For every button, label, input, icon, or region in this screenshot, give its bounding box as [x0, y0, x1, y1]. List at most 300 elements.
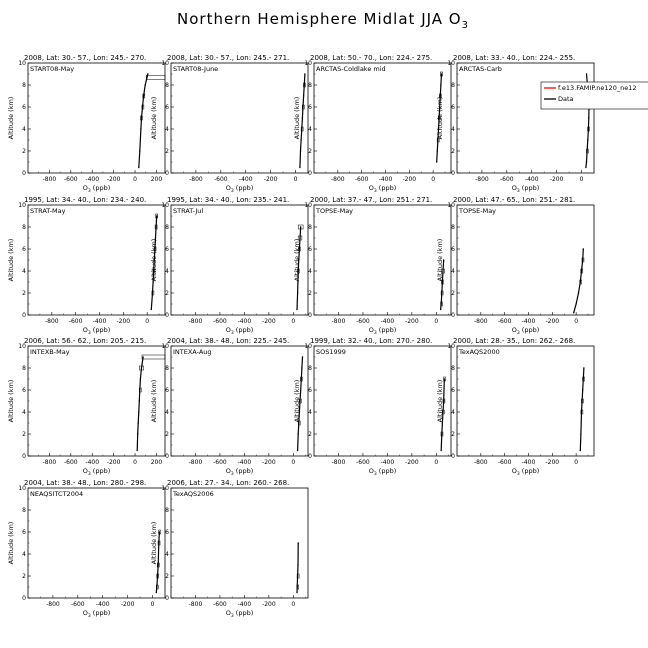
- x-axis-label: $O_3$ (ppb): [82, 467, 111, 477]
- campaign-label: STRAT-Jul: [173, 207, 204, 215]
- y-axis-label: Altitude (km): [436, 238, 444, 282]
- data-point: [138, 167, 139, 168]
- data-point: [141, 367, 142, 368]
- x-tick-label: -600: [497, 318, 512, 325]
- panel-grid: [7, 54, 648, 619]
- figure-title-subscript: 3: [461, 20, 469, 31]
- y-tick-label: 4: [22, 409, 26, 416]
- plot-frame: [28, 346, 165, 456]
- y-tick-label: 10: [447, 343, 455, 350]
- data-point: [156, 215, 157, 216]
- data-point: [147, 73, 148, 74]
- data-point: [586, 161, 587, 162]
- panel-12: [436, 337, 594, 477]
- x-tick-label: -800: [42, 176, 57, 183]
- y-tick-label: 10: [18, 343, 26, 350]
- y-tick-label: 10: [18, 60, 26, 67]
- x-tick-label: -800: [331, 318, 346, 325]
- x-tick-label: -800: [474, 318, 488, 325]
- x-tick-label: -200: [405, 318, 419, 325]
- y-tick-label: 4: [451, 126, 455, 133]
- panel-9: [7, 337, 165, 477]
- y-tick-label: 8: [451, 82, 455, 89]
- data-point: [139, 150, 140, 151]
- panel-header: 2006, Lat: 27.- 34., Lon: 260.- 268.: [167, 479, 290, 487]
- x-tick-label: 200: [150, 176, 163, 183]
- x-tick-label: -400: [85, 176, 100, 183]
- x-tick-label: -200: [545, 459, 560, 466]
- x-axis-label: $O_3$ (ppb): [368, 326, 397, 336]
- x-tick-label: -600: [71, 601, 85, 608]
- data-point: [578, 292, 579, 293]
- x-tick-label: 0: [574, 459, 579, 466]
- y-tick-label: 2: [22, 431, 26, 438]
- panel-header: 2008, Lat: 30.- 57., Lon: 245.- 270.: [24, 54, 147, 62]
- y-tick-label: 6: [308, 104, 312, 111]
- x-tick-label: -600: [497, 459, 512, 466]
- x-tick-label: -600: [64, 459, 78, 466]
- panel-11: [293, 337, 451, 477]
- panel-header: 2008, Lat: 30.- 57., Lon: 245.- 271.: [167, 54, 290, 62]
- y-axis-label: Altitude (km): [150, 238, 158, 282]
- data-point: [138, 411, 139, 412]
- data-point: [140, 378, 141, 379]
- data-point: [580, 433, 581, 434]
- figure-title-main: Northern Hemisphere Midlat JJA O: [177, 10, 462, 28]
- panel-header: 1999, Lat: 32.- 40., Lon: 270.- 280.: [310, 337, 433, 345]
- panel-3: [293, 54, 451, 194]
- data-point: [437, 150, 438, 151]
- y-tick-label: 2: [165, 148, 169, 155]
- series-line-data: [580, 368, 584, 451]
- plot-frame: [457, 346, 594, 456]
- y-axis-label: Altitude (km): [7, 96, 15, 140]
- data-point: [297, 586, 298, 587]
- y-tick-label: 4: [308, 126, 312, 133]
- x-tick-label: -200: [549, 176, 564, 183]
- x-axis-label: $O_3$ (ppb): [225, 467, 254, 477]
- data-point: [441, 433, 442, 434]
- y-tick-label: 10: [161, 202, 169, 209]
- data-point: [300, 150, 301, 151]
- campaign-label: NEAQSITCT2004: [30, 490, 84, 498]
- y-tick-label: 0: [165, 595, 169, 602]
- spread-box: [146, 75, 165, 79]
- data-point: [588, 128, 589, 129]
- x-axis-label: $O_3$ (ppb): [225, 326, 254, 336]
- data-point: [303, 95, 304, 96]
- y-tick-label: 8: [308, 224, 312, 231]
- y-tick-label: 2: [308, 148, 312, 155]
- data-point: [296, 592, 297, 593]
- x-axis-label: $O_3$ (ppb): [368, 184, 397, 194]
- data-point: [583, 367, 584, 368]
- data-point: [152, 292, 153, 293]
- x-tick-label: -600: [213, 318, 227, 325]
- plot-frame: [457, 205, 594, 315]
- y-tick-label: 6: [22, 387, 26, 394]
- x-tick-label: -600: [64, 176, 78, 183]
- x-tick-label: -400: [524, 176, 539, 183]
- x-axis-label: $O_3$ (ppb): [511, 467, 540, 477]
- y-tick-label: 2: [165, 573, 169, 580]
- x-tick-label: -600: [214, 176, 228, 183]
- x-tick-label: -800: [188, 601, 203, 608]
- y-axis-label: Altitude (km): [7, 521, 15, 565]
- panel-header: 2000, Lat: 37.- 47., Lon: 251.- 271.: [310, 196, 433, 204]
- y-tick-label: 0: [22, 312, 26, 319]
- y-tick-label: 10: [304, 202, 312, 209]
- data-point: [582, 259, 583, 260]
- data-point: [302, 356, 303, 357]
- data-point: [142, 106, 143, 107]
- y-tick-label: 2: [451, 290, 455, 297]
- x-tick-label: -800: [331, 459, 346, 466]
- data-point: [581, 400, 582, 401]
- x-tick-label: 0: [293, 176, 298, 183]
- y-tick-label: 4: [451, 268, 455, 275]
- data-point: [297, 564, 298, 565]
- y-tick-label: 6: [22, 104, 26, 111]
- x-tick-label: -400: [380, 459, 395, 466]
- x-tick-label: 0: [434, 459, 439, 466]
- x-axis-label: $O_3$ (ppb): [511, 184, 540, 194]
- data-point: [143, 95, 144, 96]
- y-tick-label: 4: [22, 268, 26, 275]
- y-tick-label: 0: [165, 170, 169, 177]
- data-point: [302, 117, 303, 118]
- y-tick-label: 2: [451, 148, 455, 155]
- data-point: [140, 128, 141, 129]
- x-tick-label: 0: [133, 459, 137, 466]
- y-tick-label: 10: [161, 485, 169, 492]
- y-tick-label: 2: [22, 573, 26, 580]
- y-tick-label: 6: [22, 529, 26, 536]
- data-point: [575, 303, 576, 304]
- plot-frame: [314, 63, 451, 173]
- y-tick-label: 4: [22, 126, 26, 133]
- figure-title: [177, 10, 469, 31]
- panel-10: [150, 337, 308, 477]
- x-tick-label: 0: [133, 176, 137, 183]
- x-tick-label: -200: [262, 318, 276, 325]
- x-tick-label: -200: [120, 601, 135, 608]
- panel-header: 1995, Lat: 34.- 40., Lon: 235.- 241.: [167, 196, 290, 204]
- campaign-label: ARCTAS-Coldlake mid: [316, 65, 386, 73]
- y-tick-label: 6: [308, 387, 312, 394]
- x-tick-label: -400: [378, 176, 393, 183]
- panel-4: [436, 54, 648, 194]
- data-point: [440, 95, 441, 96]
- data-point: [155, 237, 156, 238]
- panel-5: [7, 196, 165, 336]
- x-axis-label: $O_3$ (ppb): [225, 184, 254, 194]
- legend-label: f.e13.FAMIP.ne120_ne12: [558, 84, 637, 92]
- x-tick-label: 0: [145, 318, 150, 325]
- x-tick-label: -600: [500, 176, 514, 183]
- data-point: [297, 450, 298, 451]
- data-point: [441, 450, 442, 451]
- data-point: [582, 389, 583, 390]
- y-axis-label: Altitude (km): [150, 379, 158, 423]
- panel-6: [150, 196, 308, 336]
- y-tick-label: 6: [451, 246, 455, 253]
- y-axis-label: Altitude (km): [150, 521, 158, 565]
- panel-2: [150, 54, 308, 194]
- plot-frame: [457, 63, 594, 173]
- data-point: [157, 575, 158, 576]
- y-tick-label: 0: [22, 595, 26, 602]
- y-tick-label: 4: [451, 409, 455, 416]
- x-tick-label: -800: [189, 176, 203, 183]
- y-tick-label: 10: [304, 343, 312, 350]
- data-point: [139, 389, 140, 390]
- y-tick-label: 0: [308, 453, 312, 460]
- data-point: [137, 433, 138, 434]
- y-tick-label: 8: [451, 365, 455, 372]
- panel-7: [293, 196, 451, 336]
- data-point: [138, 422, 139, 423]
- campaign-label: SOS1999: [316, 348, 346, 356]
- campaign-label: TOPSE-May: [316, 207, 354, 215]
- y-tick-label: 6: [451, 104, 455, 111]
- y-tick-label: 8: [22, 507, 26, 514]
- y-tick-label: 8: [165, 507, 169, 514]
- y-tick-label: 10: [161, 60, 169, 67]
- data-point: [301, 367, 302, 368]
- x-tick-label: -400: [380, 318, 395, 325]
- y-axis-label: Altitude (km): [7, 238, 15, 282]
- data-point: [573, 312, 574, 313]
- x-tick-label: 200: [150, 459, 163, 466]
- data-point: [300, 226, 301, 227]
- data-point: [444, 378, 445, 379]
- x-axis-label: $O_3$ (ppb): [368, 467, 397, 477]
- data-point: [586, 73, 587, 74]
- x-tick-label: -600: [213, 601, 227, 608]
- y-tick-label: 4: [308, 409, 312, 416]
- x-tick-label: -600: [213, 459, 227, 466]
- panel-8: [436, 196, 594, 336]
- y-tick-label: 0: [22, 170, 26, 177]
- y-tick-label: 10: [18, 485, 26, 492]
- panel-13: [7, 479, 165, 619]
- x-tick-label: -200: [106, 176, 121, 183]
- data-point: [440, 84, 441, 85]
- x-tick-label: -400: [238, 176, 253, 183]
- data-point: [581, 270, 582, 271]
- x-tick-label: -800: [188, 459, 203, 466]
- y-tick-label: 8: [308, 82, 312, 89]
- y-tick-label: 4: [308, 268, 312, 275]
- data-point: [151, 309, 152, 310]
- campaign-label: INTEXB-May: [30, 348, 70, 356]
- data-point: [580, 450, 581, 451]
- panel-header: 2008, Lat: 50.- 70., Lon: 224.- 275.: [310, 54, 433, 62]
- legend: [541, 82, 648, 109]
- y-tick-label: 2: [22, 290, 26, 297]
- y-tick-label: 8: [308, 365, 312, 372]
- y-tick-label: 10: [447, 60, 455, 67]
- panel-header: 2006, Lat: 56.- 62., Lon: 205.- 215.: [24, 337, 147, 345]
- x-tick-label: -200: [116, 318, 131, 325]
- campaign-label: TOPSE-May: [459, 207, 497, 215]
- plot-frame: [171, 488, 308, 598]
- panel-header: 2008, Lat: 33.- 40., Lon: 224.- 255.: [453, 54, 576, 62]
- data-point: [587, 139, 588, 140]
- data-point: [297, 292, 298, 293]
- data-point: [301, 128, 302, 129]
- x-tick-label: -400: [85, 459, 100, 466]
- data-point: [298, 433, 299, 434]
- y-tick-label: 4: [165, 268, 169, 275]
- campaign-label: ARCTAS-Carb: [459, 65, 502, 73]
- panel-14: [150, 479, 308, 619]
- x-tick-label: -200: [262, 601, 276, 608]
- x-tick-label: -600: [356, 459, 370, 466]
- campaign-label: START08-June: [173, 65, 219, 73]
- y-tick-label: 10: [18, 202, 26, 209]
- x-tick-label: 0: [291, 459, 296, 466]
- x-tick-label: -600: [354, 176, 369, 183]
- panel-header: 2004, Lat: 38.- 48., Lon: 225.- 245.: [167, 337, 290, 345]
- y-axis-label: Altitude (km): [436, 379, 444, 423]
- y-tick-label: 6: [165, 246, 169, 253]
- y-tick-label: 10: [447, 202, 455, 209]
- y-tick-label: 6: [165, 387, 169, 394]
- data-point: [299, 237, 300, 238]
- plot-frame: [28, 488, 165, 598]
- data-point: [586, 150, 587, 151]
- y-tick-label: 6: [22, 246, 26, 253]
- panel-header: 1995, Lat: 34.- 40., Lon: 234.- 240.: [24, 196, 147, 204]
- y-tick-label: 0: [451, 453, 455, 460]
- y-tick-label: 6: [165, 104, 169, 111]
- x-tick-label: -800: [46, 601, 60, 608]
- x-tick-label: -400: [237, 601, 252, 608]
- y-tick-label: 0: [308, 312, 312, 319]
- y-tick-label: 10: [161, 343, 169, 350]
- plot-frame: [314, 205, 451, 315]
- x-tick-label: 0: [150, 601, 155, 608]
- x-tick-label: -800: [474, 459, 488, 466]
- data-point: [156, 592, 157, 593]
- y-tick-label: 4: [165, 409, 169, 416]
- data-point: [156, 586, 157, 587]
- y-tick-label: 8: [22, 224, 26, 231]
- x-tick-label: -200: [262, 459, 276, 466]
- y-tick-label: 4: [22, 551, 26, 558]
- y-tick-label: 2: [22, 148, 26, 155]
- data-point: [159, 531, 160, 532]
- y-tick-label: 0: [165, 312, 169, 319]
- panel-header: 2004, Lat: 38.- 48., Lon: 280.- 298.: [24, 479, 147, 487]
- spread-box: [142, 355, 165, 359]
- x-tick-label: -200: [545, 318, 560, 325]
- series-line-data: [137, 357, 143, 451]
- campaign-label: TexAQS2000: [459, 348, 500, 356]
- plot-frame: [171, 63, 308, 173]
- y-axis-label: Altitude (km): [293, 238, 301, 282]
- panel-1: [7, 54, 165, 194]
- plot-frame: [28, 205, 165, 315]
- y-tick-label: 0: [165, 453, 169, 460]
- data-point: [440, 309, 441, 310]
- x-tick-label: -800: [45, 318, 59, 325]
- x-axis-label: $O_3$ (ppb): [511, 326, 540, 336]
- y-tick-label: 8: [165, 365, 169, 372]
- data-point: [580, 281, 581, 282]
- y-tick-label: 2: [308, 290, 312, 297]
- x-tick-label: -200: [405, 459, 419, 466]
- data-point: [588, 117, 589, 118]
- x-tick-label: -400: [95, 601, 110, 608]
- plot-frame: [28, 63, 165, 173]
- x-tick-label: -800: [331, 176, 345, 183]
- y-tick-label: 2: [165, 290, 169, 297]
- x-tick-label: 0: [579, 176, 584, 183]
- y-tick-label: 0: [451, 312, 455, 319]
- x-tick-label: -200: [263, 176, 278, 183]
- y-tick-label: 2: [451, 431, 455, 438]
- y-tick-label: 0: [22, 453, 26, 460]
- data-point: [301, 378, 302, 379]
- campaign-label: START08-May: [30, 65, 75, 73]
- y-tick-label: 8: [165, 224, 169, 231]
- x-axis-label: $O_3$ (ppb): [225, 609, 254, 619]
- series-line-data: [139, 74, 148, 168]
- plot-frame: [314, 346, 451, 456]
- y-tick-label: 6: [451, 387, 455, 394]
- y-axis-label: Altitude (km): [293, 96, 301, 140]
- y-tick-label: 6: [165, 529, 169, 536]
- data-point: [136, 450, 137, 451]
- y-tick-label: 10: [304, 60, 312, 67]
- y-tick-label: 0: [451, 170, 455, 177]
- y-tick-label: 8: [451, 224, 455, 231]
- data-point: [142, 356, 143, 357]
- x-tick-label: 0: [291, 318, 296, 325]
- data-point: [441, 303, 442, 304]
- data-point: [583, 378, 584, 379]
- data-point: [581, 411, 582, 412]
- x-tick-label: -200: [402, 176, 417, 183]
- y-axis-label: Altitude (km): [150, 96, 158, 140]
- y-tick-label: 4: [165, 126, 169, 133]
- x-tick-label: -200: [106, 459, 121, 466]
- y-tick-label: 8: [22, 82, 26, 89]
- x-axis-label: $O_3$ (ppb): [82, 609, 111, 619]
- x-tick-label: -400: [237, 318, 252, 325]
- x-tick-label: -400: [521, 318, 536, 325]
- legend-label: Data: [558, 95, 574, 103]
- data-point: [302, 106, 303, 107]
- data-point: [296, 309, 297, 310]
- x-tick-label: -400: [92, 318, 107, 325]
- panel-header: 2000, Lat: 47.- 65., Lon: 251.- 281.: [453, 196, 576, 204]
- y-tick-label: 8: [165, 82, 169, 89]
- x-tick-label: 0: [434, 318, 439, 325]
- x-tick-label: -600: [68, 318, 83, 325]
- data-point: [139, 400, 140, 401]
- x-tick-label: -400: [521, 459, 536, 466]
- data-point: [141, 117, 142, 118]
- x-tick-label: 0: [574, 318, 579, 325]
- campaign-label: TexAQS2006: [173, 490, 214, 498]
- data-point: [144, 84, 145, 85]
- y-tick-label: 0: [308, 170, 312, 177]
- y-axis-label: Altitude (km): [293, 379, 301, 423]
